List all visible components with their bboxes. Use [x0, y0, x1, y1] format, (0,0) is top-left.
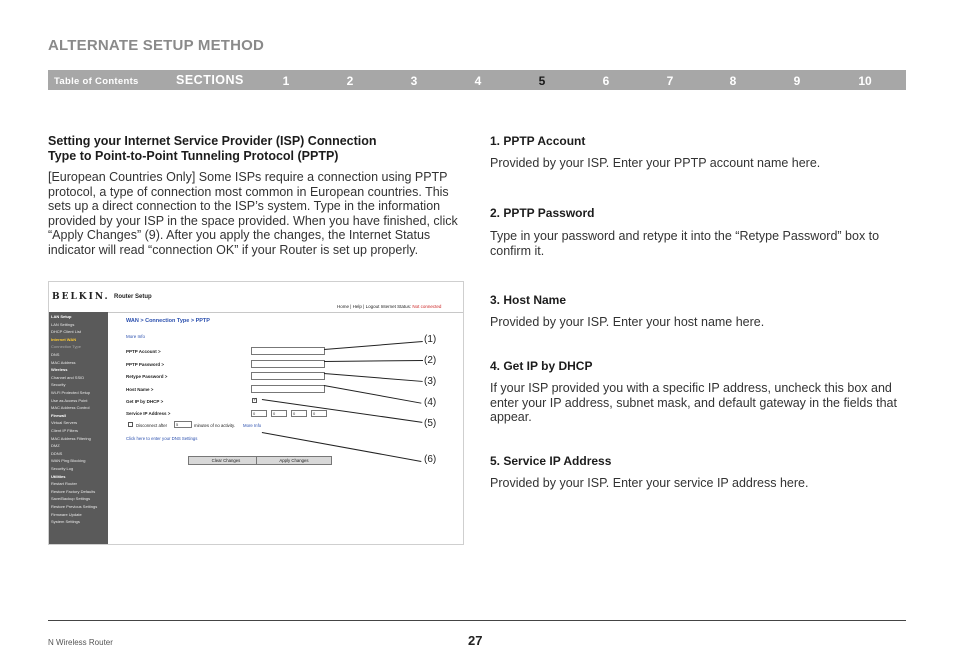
- service-ip-octet-1[interactable]: 0: [251, 410, 267, 417]
- pptp-account-label: PPTP Account >: [126, 349, 161, 354]
- dns-settings-link[interactable]: Click here to enter your DNS Settings: [126, 436, 198, 441]
- footer-product-name: N Wireless Router: [48, 638, 113, 647]
- router-setup-title: Router Setup: [114, 294, 152, 300]
- section-heading-line2: Type to Point-to-Point Tunneling Protocol (PPTP): [48, 148, 339, 163]
- sidebar-item: Utilities: [51, 473, 66, 479]
- sidebar-item[interactable]: Firmware Update: [51, 511, 82, 517]
- sidebar-item[interactable]: Use as Access Point: [51, 397, 88, 403]
- apply-changes-button[interactable]: Apply Changes: [256, 456, 332, 465]
- section-link-1[interactable]: 1: [282, 74, 290, 88]
- sidebar-item[interactable]: Internet WAN: [51, 336, 77, 342]
- sidebar-item[interactable]: Restore Previous Settings: [51, 504, 98, 509]
- sidebar-item: Firewall: [51, 412, 66, 418]
- sidebar-item[interactable]: Connection Type: [51, 344, 81, 350]
- section-link-10[interactable]: 10: [858, 74, 872, 88]
- screenshot-topbar: [49, 282, 464, 312]
- callout-3: (3): [424, 376, 437, 387]
- router-page-title: WAN > Connection Type > PPTP: [126, 318, 210, 324]
- section-link-5[interactable]: 5: [538, 74, 546, 88]
- section-link-2[interactable]: 2: [346, 74, 354, 88]
- pptp-account-input[interactable]: [251, 347, 325, 355]
- sidebar-item[interactable]: DNS: [51, 352, 60, 357]
- service-ip-octet-3[interactable]: 0: [291, 410, 307, 417]
- section-link-3[interactable]: 3: [410, 74, 418, 88]
- callout-6: (6): [424, 454, 437, 465]
- disconnect-suffix: minutes of no activity.: [194, 423, 235, 428]
- disconnect-checkbox[interactable]: [128, 422, 133, 427]
- item-body-host-name: Provided by your ISP. Enter your host name here.: [490, 315, 765, 329]
- item-heading-pptp-password: 2. PPTP Password: [490, 206, 595, 220]
- get-ip-dhcp-checkbox[interactable]: ✓: [253, 397, 258, 403]
- host-name-label: Host Name >: [126, 387, 154, 392]
- footer-divider: [48, 620, 906, 621]
- pptp-password-input[interactable]: [251, 360, 325, 368]
- section-heading-line1: Setting your Internet Service Provider (ISP) Connection: [48, 134, 377, 148]
- section-link-4[interactable]: 4: [474, 74, 482, 88]
- callout-2: (2): [424, 355, 437, 366]
- section-heading: [48, 134, 448, 163]
- sidebar-item[interactable]: MAC Address: [51, 359, 76, 365]
- sidebar-item[interactable]: Security: [51, 382, 66, 388]
- section-link-9[interactable]: 9: [793, 74, 801, 88]
- item-body-get-ip-dhcp: If your ISP provided you with a specific IP address, uncheck this box and enter your IP address, subnet mask, and default gateway in the fields that appear.: [490, 381, 897, 424]
- sidebar-item[interactable]: Virtual Servers: [51, 420, 78, 426]
- sidebar-item[interactable]: Wi-Fi Protected Setup: [51, 390, 91, 395]
- disconnect-more-info-link[interactable]: More Info: [243, 423, 262, 428]
- section-link-8[interactable]: 8: [729, 74, 737, 88]
- header-links: [337, 304, 441, 309]
- page-number: 27: [468, 633, 483, 648]
- intro-paragraph: [European Countries Only] Some ISPs require a connection using PPTP protocol, a type of connection most common in European countries. This sets up a direct connection to the ISP’s system. Type in the information provided by your ISP in the space provided. When you have finished, click “Apply Changes” (9). After you apply the changes, the Internet Status indicator will read “connection OK” if your Router is set up properly.: [48, 170, 458, 257]
- header-links-text: Home | Help | Logout Internet Status:: [337, 304, 412, 309]
- item-body-service-ip: Provided by your ISP. Enter your service IP address here.: [490, 476, 809, 490]
- retype-password-input[interactable]: [251, 372, 325, 380]
- item-heading-host-name: 3. Host Name: [490, 293, 567, 307]
- callout-1: (1): [424, 334, 437, 345]
- retype-password-label: Retype Password >: [126, 374, 168, 379]
- sidebar-item[interactable]: Channel and SSID: [51, 374, 85, 380]
- sidebar-item: LAN Setup: [51, 314, 72, 319]
- sidebar-item[interactable]: System Settings: [51, 519, 80, 525]
- item-body-pptp-password: Type in your password and retype it into the “Retype Password” box to confirm it.: [490, 229, 880, 258]
- sidebar-item[interactable]: DDNS: [51, 450, 63, 456]
- item-body-pptp-account: Provided by your ISP. Enter your PPTP account name here.: [490, 156, 821, 170]
- sidebar-item[interactable]: MAC Address Filtering: [51, 435, 91, 441]
- get-ip-dhcp-label: Get IP by DHCP >: [126, 399, 164, 404]
- disconnect-minutes-input[interactable]: 5: [174, 421, 192, 428]
- section-link-7[interactable]: 7: [666, 74, 674, 88]
- pptp-password-label: PPTP Password >: [126, 362, 165, 367]
- sidebar-item[interactable]: Client IP Filters: [51, 428, 79, 433]
- clear-changes-button[interactable]: Clear Changes: [188, 456, 264, 465]
- internet-status: Not connected: [412, 304, 442, 309]
- sidebar-item[interactable]: DMZ: [51, 443, 60, 449]
- sidebar-item[interactable]: Restart Router: [51, 481, 78, 487]
- divider: [108, 312, 464, 313]
- item-heading-get-ip-dhcp: 4. Get IP by DHCP: [490, 359, 593, 373]
- sidebar-item[interactable]: DHCP Client List: [51, 329, 81, 335]
- section-link-6[interactable]: 6: [602, 74, 610, 88]
- sidebar-item[interactable]: Restore Factory Defaults: [51, 488, 96, 494]
- item-heading-pptp-account: 1. PPTP Account: [490, 134, 586, 148]
- table-of-contents-link[interactable]: Table of Contents: [54, 76, 139, 87]
- belkin-logo: BELKIN.: [52, 292, 110, 302]
- sidebar-item: Wireless: [51, 367, 68, 373]
- item-heading-service-ip: 5. Service IP Address: [490, 454, 612, 468]
- service-ip-label: Service IP Address >: [126, 411, 171, 416]
- sections-label: SECTIONS: [176, 73, 244, 87]
- page-header-title: ALTERNATE SETUP METHOD: [48, 37, 265, 54]
- sidebar-item[interactable]: Save/Backup Settings: [51, 496, 91, 502]
- sidebar-item[interactable]: WAN Ping Blocking: [51, 458, 86, 464]
- host-name-input[interactable]: [251, 385, 325, 393]
- callout-4: (4): [424, 397, 437, 408]
- sidebar-item[interactable]: MAC Address Control: [51, 405, 90, 411]
- sidebar-item[interactable]: Security Log: [51, 466, 74, 471]
- disconnect-prefix: Disconnect after: [136, 423, 168, 428]
- section-nav-bar: [48, 70, 906, 90]
- router-setup-screenshot: [48, 281, 464, 545]
- service-ip-octet-4[interactable]: 0: [311, 410, 327, 417]
- callout-5: (5): [424, 418, 437, 429]
- service-ip-octet-2[interactable]: 0: [271, 410, 287, 417]
- sidebar-item[interactable]: LAN Settings: [51, 321, 75, 327]
- router-sidebar: [49, 312, 108, 545]
- more-info-link[interactable]: More Info: [126, 334, 146, 339]
